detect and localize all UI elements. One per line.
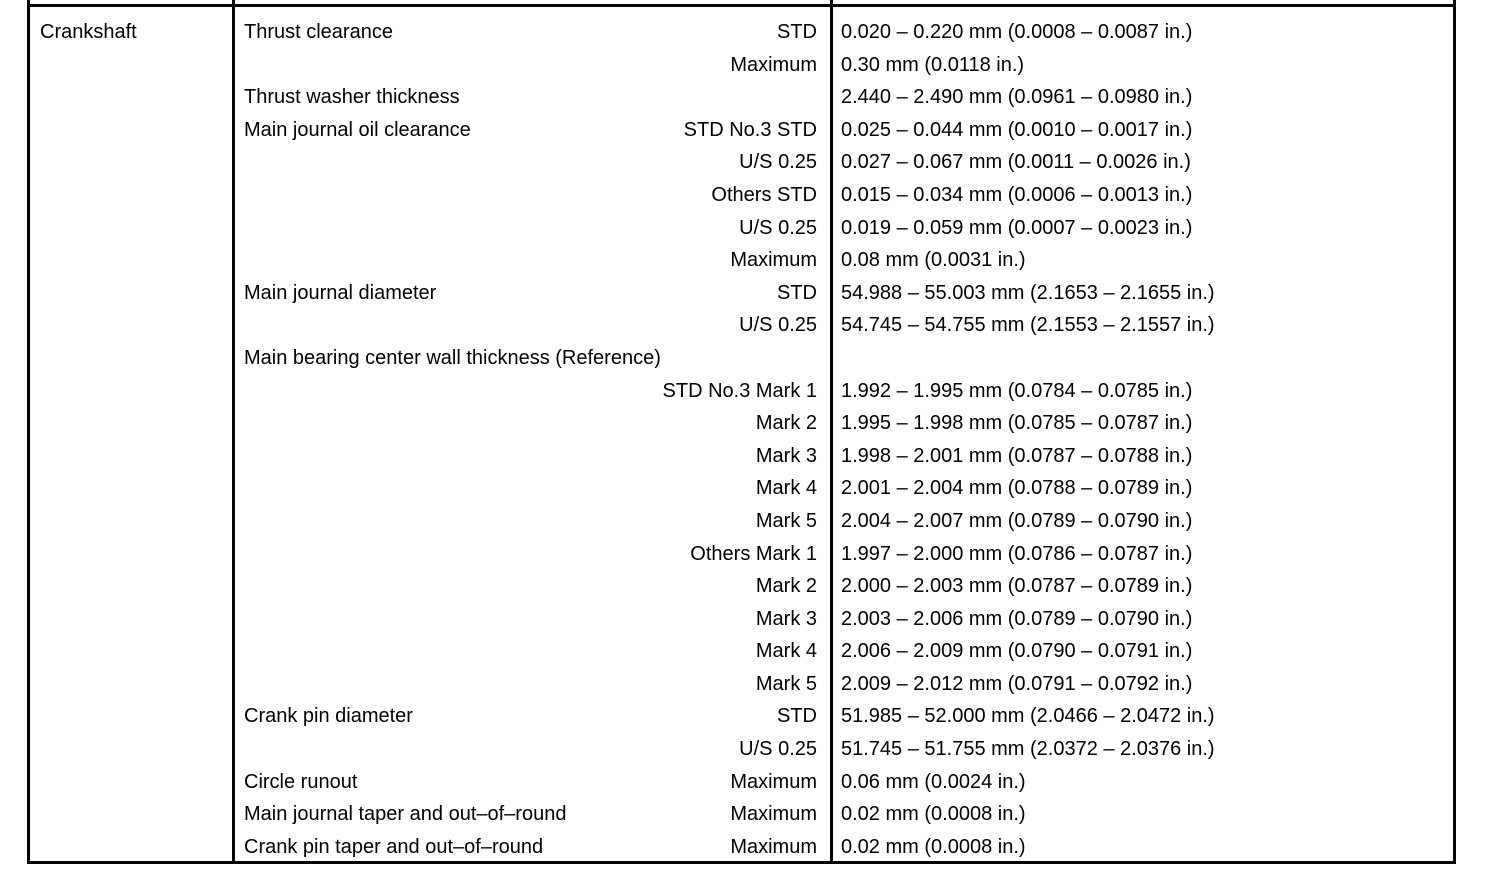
spec-value: 1.995 – 1.998 mm (0.0785 – 0.0787 in.) [841, 412, 1193, 435]
spec-value: 0.06 mm (0.0024 in.) [841, 770, 1026, 793]
spec-value: 0.02 mm (0.0008 in.) [841, 803, 1026, 826]
spec-condition-label: Mark 2 [755, 412, 817, 435]
table-row [0, 280, 1504, 313]
table-row [0, 117, 1504, 150]
spec-value: 2.000 – 2.003 mm (0.0787 – 0.0789 in.) [841, 575, 1193, 598]
spec-value: 0.02 mm (0.0008 in.) [841, 835, 1026, 858]
table-row [0, 769, 1504, 802]
spec-condition-label: Mark 4 [755, 477, 817, 500]
spec-condition-label: U/S 0.25 [739, 738, 817, 761]
spec-item-label: Crank pin taper and out–of–round [244, 835, 544, 858]
table-row [0, 149, 1504, 182]
spec-condition-label: Mark 4 [755, 640, 817, 663]
table-row [0, 312, 1504, 345]
spec-value: 1.997 – 2.000 mm (0.0786 – 0.0787 in.) [841, 542, 1193, 565]
table-top-rule [30, 4, 1453, 7]
table-row [0, 573, 1504, 606]
spec-value: 0.30 mm (0.0118 in.) [841, 53, 1025, 76]
table-row [0, 443, 1504, 476]
spec-item-label: Main journal oil clearance [244, 118, 471, 141]
spec-value: 0.08 mm (0.0031 in.) [841, 249, 1026, 272]
spec-item-label: Crank pin diameter [244, 705, 413, 728]
spec-item-label: Thrust clearance [244, 21, 393, 43]
table-row [0, 638, 1504, 671]
spec-value: 2.004 – 2.007 mm (0.0789 – 0.0790 in.) [841, 509, 1193, 532]
spec-value: 51.985 – 52.000 mm (2.0466 – 2.0472 in.) [841, 705, 1215, 728]
spec-condition-label: STD [777, 21, 817, 43]
spec-value: 51.745 – 51.755 mm (2.0372 – 2.0376 in.) [841, 738, 1215, 761]
table-row [0, 345, 1504, 378]
spec-condition-label: Mark 2 [755, 575, 817, 598]
spec-condition-label: STD No.3 Mark 1 [662, 379, 817, 402]
spec-item-label: Circle runout [244, 770, 358, 793]
spec-item-label: Main journal diameter [244, 281, 437, 304]
spec-value: 1.998 – 2.001 mm (0.0787 – 0.0788 in.) [841, 444, 1193, 467]
spec-condition-label: Maximum [730, 249, 817, 272]
spec-item-label: Main bearing center wall thickness (Reference) [244, 346, 661, 369]
table-row [0, 671, 1504, 704]
spec-condition-label: Mark 3 [755, 607, 817, 630]
table-row [0, 247, 1504, 280]
spec-condition-label: STD [777, 281, 817, 304]
spec-condition-label: U/S 0.25 [739, 216, 817, 239]
spec-value: 0.019 – 0.059 mm (0.0007 – 0.0023 in.) [841, 216, 1193, 239]
spec-rows [0, 19, 1504, 866]
spec-condition-label: Mark 5 [755, 672, 817, 695]
spec-condition-label: Maximum [730, 770, 817, 793]
spec-value: 54.745 – 54.755 mm (2.1553 – 2.1557 in.) [841, 314, 1215, 337]
table-row [0, 182, 1504, 215]
spec-condition-label: Mark 3 [755, 444, 817, 467]
component-name: Crankshaft [40, 21, 137, 43]
spec-value: 0.015 – 0.034 mm (0.0006 – 0.0013 in.) [841, 183, 1193, 206]
table-row [0, 834, 1504, 867]
spec-condition-label: STD [777, 705, 817, 728]
spec-value: 1.992 – 1.995 mm (0.0784 – 0.0785 in.) [841, 379, 1193, 402]
spec-condition-label: Maximum [730, 835, 817, 858]
spec-value: 2.003 – 2.006 mm (0.0789 – 0.0790 in.) [841, 607, 1193, 630]
table-row [0, 215, 1504, 248]
spec-condition-label: STD No.3 STD [683, 118, 817, 141]
spec-condition-label: Maximum [730, 53, 817, 76]
table-row [0, 84, 1504, 117]
table-row [0, 606, 1504, 639]
spec-value: 0.025 – 0.044 mm (0.0010 – 0.0017 in.) [841, 118, 1193, 141]
spec-condition-label: Maximum [730, 803, 817, 826]
table-row [0, 801, 1504, 834]
table-row [0, 475, 1504, 508]
table-row [0, 410, 1504, 443]
spec-value: 2.001 – 2.004 mm (0.0788 – 0.0789 in.) [841, 477, 1193, 500]
spec-value: 2.440 – 2.490 mm (0.0961 – 0.0980 in.) [841, 86, 1193, 109]
table-row [0, 736, 1504, 769]
spec-value: 0.027 – 0.067 mm (0.0011 – 0.0026 in.) [841, 151, 1191, 174]
spec-condition-label: Others STD [711, 183, 817, 206]
table-row [0, 378, 1504, 411]
spec-condition-label: U/S 0.25 [739, 314, 817, 337]
spec-condition-label: Mark 5 [755, 509, 817, 532]
spec-value: 2.009 – 2.012 mm (0.0791 – 0.0792 in.) [841, 672, 1193, 695]
table-row [0, 508, 1504, 541]
table-row [0, 52, 1504, 85]
table-row [0, 703, 1504, 736]
spec-value: 54.988 – 55.003 mm (2.1653 – 2.1655 in.) [841, 281, 1215, 304]
spec-condition-label: Others Mark 1 [690, 542, 817, 565]
table-row [0, 19, 1504, 52]
spec-condition-label: U/S 0.25 [739, 151, 817, 174]
table-row [0, 541, 1504, 574]
spec-item-label: Main journal taper and out–of–round [244, 803, 567, 826]
spec-value: 2.006 – 2.009 mm (0.0790 – 0.0791 in.) [841, 640, 1193, 663]
spec-value: 0.020 – 0.220 mm (0.0008 – 0.0087 in.) [841, 21, 1193, 43]
spec-item-label: Thrust washer thickness [244, 86, 460, 109]
